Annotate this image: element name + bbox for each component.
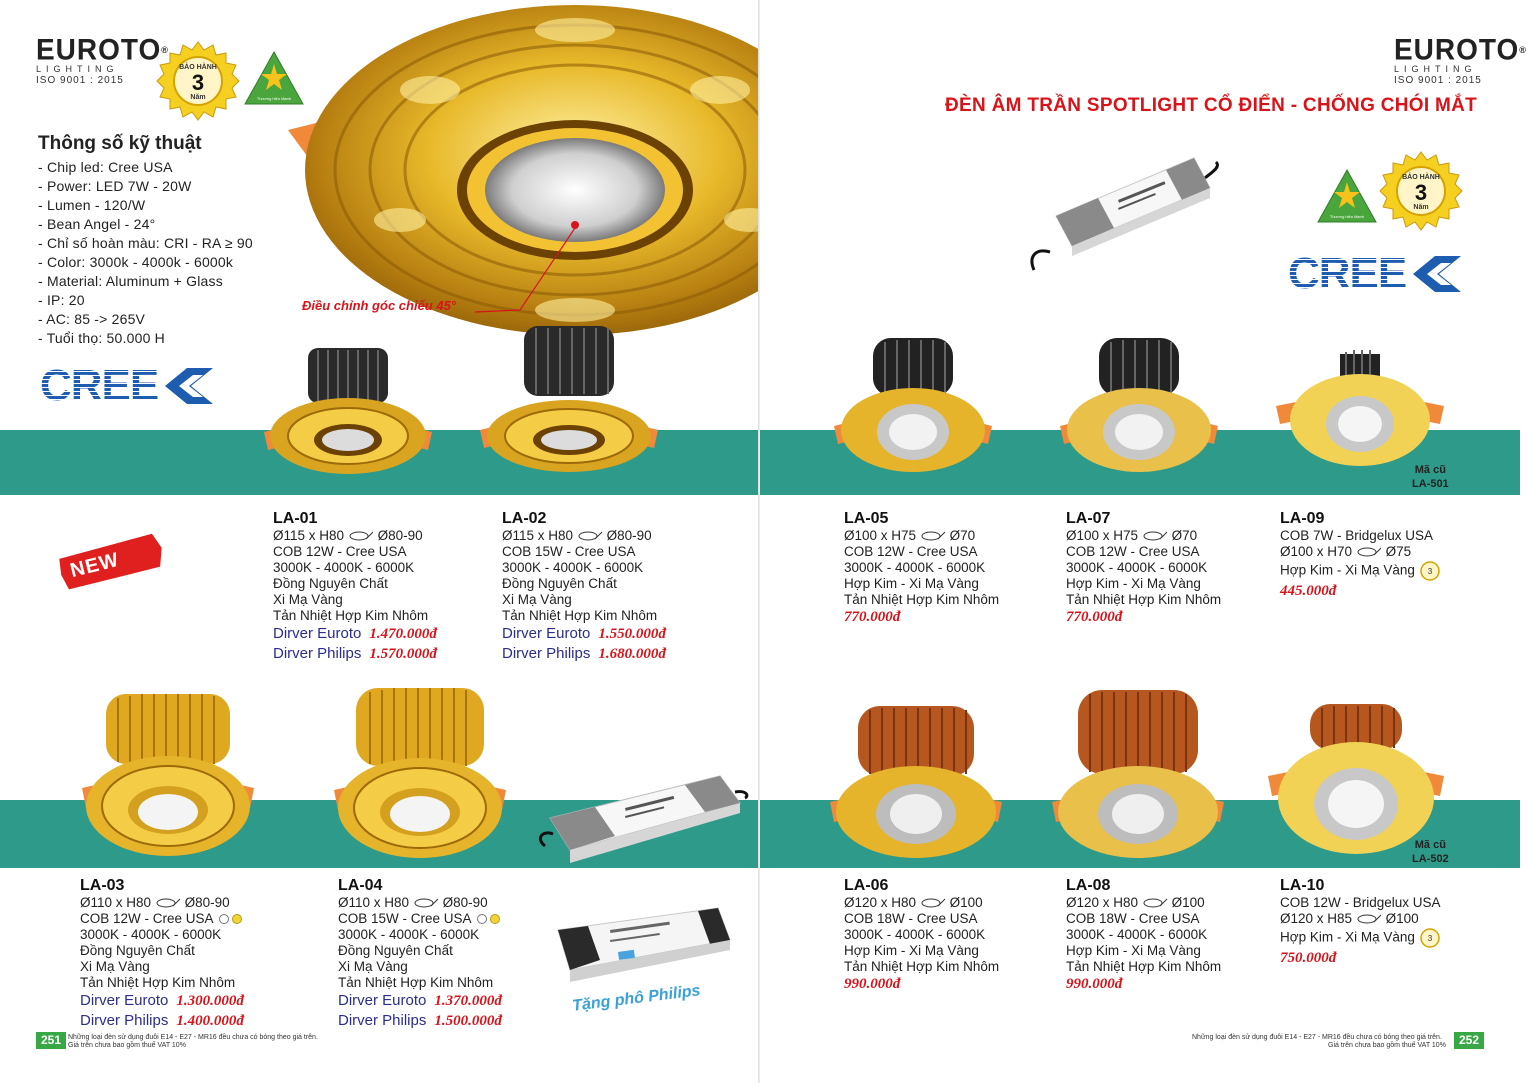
- product-la09: [1280, 510, 1441, 600]
- product-line: Hợp Kim - Xi Mạ Vàng: [1066, 943, 1201, 958]
- old-code: LA-502: [1412, 853, 1449, 865]
- cutout-icon: [1356, 546, 1382, 558]
- cutout-icon: [155, 897, 181, 909]
- page-number: 252: [1454, 1032, 1484, 1049]
- product-line: Xi Mạ Vàng: [502, 592, 572, 607]
- price: 1.400.000đ: [176, 1013, 244, 1029]
- product-line: COB 12W - Bridgelux USA: [1280, 895, 1441, 910]
- product-la01: [273, 510, 437, 664]
- product-la02: [502, 510, 666, 664]
- warranty-number: 3: [1414, 180, 1428, 205]
- catalog-page-right: [760, 0, 1527, 1083]
- product-line: Đồng Nguyên Chất: [502, 576, 617, 591]
- product-cutout: Ø70: [1171, 528, 1198, 543]
- product-size: Ø115 x H80: [273, 528, 345, 543]
- spec-item: - AC: 85 -> 265V: [38, 311, 146, 327]
- new-tag: [54, 527, 172, 599]
- product-line: Đồng Nguyên Chất: [338, 943, 453, 958]
- cutout-icon: [1356, 913, 1382, 925]
- cutout-icon: [920, 530, 946, 542]
- gift-philips-label: Tặng phô Philips: [571, 982, 702, 1015]
- footnote: Giá trên chưa bao gồm thuế VAT 10%: [68, 1042, 186, 1049]
- product-line: Hợp Kim - Xi Mạ Vàng: [1280, 929, 1415, 945]
- product-line: Xi Mạ Vàng: [273, 592, 343, 607]
- product-la04: [338, 877, 503, 1031]
- product-code: LA-08: [1066, 877, 1111, 894]
- product-line: Hợp Kim - Xi Mạ Vàng: [1280, 562, 1415, 578]
- product-la07: [1066, 510, 1221, 626]
- logo-iso: ISO 9001 : 2015: [36, 75, 124, 86]
- lamp-la05-image: [830, 334, 996, 474]
- lamp-la09-image: [1272, 350, 1448, 470]
- lamp-la06-image: [826, 702, 1006, 860]
- page-number: 251: [36, 1032, 66, 1049]
- price: 1.470.000đ: [369, 626, 437, 642]
- warranty-badge: [157, 40, 239, 122]
- warranty-line2: Năm: [1413, 204, 1429, 211]
- product-line: Tản Nhiệt Hợp Kim Nhôm: [80, 975, 236, 990]
- product-line: Tản Nhiệt Hợp Kim Nhôm: [1066, 959, 1222, 974]
- product-line: 3000K - 4000K - 6000K: [1066, 560, 1208, 575]
- cree-logo: [1288, 249, 1463, 298]
- product-cutout: Ø100: [1171, 895, 1205, 910]
- price: 1.680.000đ: [598, 646, 666, 662]
- product-line: COB 15W - Cree USA: [338, 911, 471, 926]
- old-code-note: [1412, 463, 1449, 491]
- price: 990.000đ: [844, 976, 901, 992]
- product-size: Ø100 x H70: [1280, 544, 1353, 559]
- driver-label: Dirver Euroto: [273, 625, 362, 642]
- product-line: COB 18W - Cree USA: [844, 911, 978, 926]
- warranty-number: 3: [191, 70, 205, 95]
- price: 770.000đ: [1066, 609, 1123, 625]
- lamp-la04-image: [330, 682, 510, 860]
- product-line: 3000K - 4000K - 6000K: [844, 927, 986, 942]
- product-line: COB 12W - Cree USA: [844, 544, 978, 559]
- cree-chevron-icon: [1411, 254, 1463, 294]
- product-line: Tản Nhiệt Hợp Kim Nhôm: [844, 959, 1000, 974]
- product-line: Hợp Kim - Xi Mạ Vàng: [844, 943, 979, 958]
- star-caption: Thương hiệu Mạnh: [1329, 214, 1365, 219]
- spec-item: - Chỉ số hoàn màu: CRI - RA ≥ 90: [38, 235, 253, 251]
- cree-word: CREE: [40, 361, 159, 410]
- lamp-la02-image: [474, 324, 664, 474]
- product-size: Ø100 x H75: [1066, 528, 1139, 543]
- logo-sub: LIGHTING: [36, 64, 119, 74]
- product-code: LA-10: [1280, 877, 1325, 894]
- product-line: 3000K - 4000K - 6000K: [338, 927, 480, 942]
- product-line: Đồng Nguyên Chất: [273, 576, 388, 591]
- product-code: LA-03: [80, 877, 125, 894]
- product-line: Tản Nhiệt Hợp Kim Nhôm: [1066, 592, 1222, 607]
- spec-item: - IP: 20: [38, 292, 85, 308]
- lamp-la07-image: [1056, 334, 1222, 474]
- product-line: Xi Mạ Vàng: [80, 959, 150, 974]
- product-cutout: Ø80-90: [377, 528, 423, 543]
- lamp-la08-image: [1048, 686, 1228, 862]
- warranty-line1: BẢO HÀNH: [1402, 174, 1440, 181]
- logo-sub: LIGHTING: [1394, 64, 1477, 74]
- footnote: Giá trên chưa bao gồm thuế VAT 10%: [1328, 1042, 1446, 1049]
- product-line: COB 12W - Cree USA: [80, 911, 213, 926]
- product-cutout: Ø75: [1385, 544, 1412, 559]
- product-line: COB 12W - Cree USA: [1066, 544, 1200, 559]
- product-line: Tản Nhiệt Hợp Kim Nhôm: [338, 975, 494, 990]
- product-cutout: Ø80-90: [606, 528, 652, 543]
- product-line: COB 15W - Cree USA: [502, 544, 636, 559]
- product-code: LA-04: [338, 877, 383, 894]
- product-cutout: Ø100: [949, 895, 983, 910]
- three-color-icon: [1419, 927, 1441, 949]
- price: 445.000đ: [1280, 583, 1337, 599]
- spec-item: - Tuổi thọ: 50.000 H: [38, 330, 165, 346]
- product-line: Hợp Kim - Xi Mạ Vàng: [1066, 576, 1201, 591]
- product-la03: [80, 877, 245, 1031]
- svg-text:3: 3: [1427, 934, 1432, 943]
- price: 1.570.000đ: [369, 646, 437, 662]
- product-line: Tản Nhiệt Hợp Kim Nhôm: [844, 592, 1000, 607]
- product-line: Xi Mạ Vàng: [338, 959, 408, 974]
- price: 1.370.000đ: [434, 993, 502, 1009]
- price: 1.550.000đ: [598, 626, 666, 642]
- product-code: LA-01: [273, 510, 318, 527]
- driver-euroto-image: [535, 768, 755, 878]
- product-la08: [1066, 877, 1221, 993]
- price: 1.500.000đ: [434, 1013, 502, 1029]
- driver-label: Dirver Euroto: [502, 625, 591, 642]
- product-size: Ø110 x H80: [338, 895, 410, 910]
- product-la06: [844, 877, 999, 993]
- logo-brand: EUROTO: [1394, 33, 1520, 66]
- footnote: Những loại đèn sử dụng đuôi E14 - E27 - MR16 đều chưa có bóng theo giá trên.: [68, 1034, 318, 1041]
- product-cutout: Ø70: [949, 528, 976, 543]
- product-line: 3000K - 4000K - 6000K: [502, 560, 644, 575]
- product-line: Tản Nhiệt Hợp Kim Nhôm: [273, 608, 429, 623]
- cutout-icon: [1142, 897, 1168, 909]
- product-cutout: Ø100: [1385, 911, 1419, 926]
- product-size: Ø115 x H80: [502, 528, 574, 543]
- cree-logo: [40, 361, 215, 410]
- old-code: LA-501: [1412, 478, 1449, 490]
- spec-item: - Lumen - 120/W: [38, 197, 146, 213]
- cutout-icon: [920, 897, 946, 909]
- annotation-pointer: [470, 220, 590, 320]
- cutout-icon: [577, 530, 603, 542]
- old-code-label: Mã cũ: [1414, 839, 1446, 851]
- color-options-icon: [217, 913, 245, 925]
- product-line: Hợp Kim - Xi Mạ Vàng: [844, 576, 979, 591]
- product-code: LA-09: [1280, 510, 1325, 527]
- lamp-la10-image: [1264, 700, 1448, 860]
- euroto-logo: EUROTO® LIGHTING ISO 9001 : 2015: [1394, 33, 1527, 86]
- driver-label: Dirver Euroto: [338, 992, 427, 1009]
- spec-item: - Material: Aluminum + Glass: [38, 273, 223, 289]
- cree-chevron-icon: [163, 366, 215, 406]
- product-line: 3000K - 4000K - 6000K: [1066, 927, 1208, 942]
- specs-list: [38, 158, 253, 348]
- product-cutout: Ø80-90: [184, 895, 230, 910]
- driver-label: Dirver Philips: [338, 1012, 427, 1029]
- product-code: LA-05: [844, 510, 889, 527]
- driver-label: Dirver Philips: [80, 1012, 169, 1029]
- product-size: Ø120 x H80: [1066, 895, 1139, 910]
- price: 770.000đ: [844, 609, 901, 625]
- product-line: COB 18W - Cree USA: [1066, 911, 1200, 926]
- driver-label: Dirver Philips: [502, 645, 591, 662]
- page-headline: ĐÈN ÂM TRẦN SPOTLIGHT CỔ ĐIỂN - CHỐNG CHÓI MẮT: [945, 95, 1478, 116]
- price: 1.300.000đ: [176, 993, 244, 1009]
- product-size: Ø110 x H80: [80, 895, 152, 910]
- product-code: LA-06: [844, 877, 889, 894]
- driver-image: [1026, 148, 1222, 280]
- star-badge: [1316, 168, 1378, 226]
- logo-iso: ISO 9001 : 2015: [1394, 75, 1482, 86]
- driver-label: Dirver Philips: [273, 645, 362, 662]
- product-size: Ø120 x H80: [844, 895, 917, 910]
- product-code: LA-02: [502, 510, 547, 527]
- warranty-line2: Năm: [190, 94, 206, 101]
- angle-annotation: Điều chỉnh góc chiếu 45°: [302, 298, 457, 313]
- product-size: Ø120 x H85: [1280, 911, 1353, 926]
- product-line: COB 7W - Bridgelux USA: [1280, 528, 1434, 543]
- spec-item: - Bean Angel - 24°: [38, 216, 156, 232]
- product-line: 3000K - 4000K - 6000K: [844, 560, 986, 575]
- product-size: Ø100 x H75: [844, 528, 917, 543]
- product-line: COB 12W - Cree USA: [273, 544, 407, 559]
- catalog-page-left: [0, 0, 760, 1083]
- star-caption: Thương hiệu Mạnh: [256, 96, 292, 101]
- logo-brand: EUROTO: [36, 33, 162, 66]
- price: 750.000đ: [1280, 950, 1337, 966]
- lamp-la01-image: [258, 346, 438, 476]
- footnote: Những loại đèn sử dụng đuôi E14 - E27 - MR16 đều chưa có bóng theo giá trên.: [1192, 1034, 1442, 1041]
- specs-title: Thông số kỹ thuật: [38, 133, 202, 154]
- warranty-badge: [1380, 150, 1462, 232]
- spec-item: - Power: LED 7W - 20W: [38, 178, 192, 194]
- cutout-icon: [413, 897, 439, 909]
- product-la10: [1280, 877, 1441, 967]
- price: 990.000đ: [1066, 976, 1123, 992]
- product-line: 3000K - 4000K - 6000K: [273, 560, 415, 575]
- new-tag-label: NEW: [68, 548, 122, 583]
- three-color-icon: [1419, 560, 1441, 582]
- old-code-note: [1412, 838, 1449, 866]
- product-line: 3000K - 4000K - 6000K: [80, 927, 222, 942]
- lamp-la03-image: [78, 688, 258, 860]
- product-code: LA-07: [1066, 510, 1111, 527]
- cutout-icon: [348, 530, 374, 542]
- cree-word: CREE: [1288, 249, 1407, 298]
- driver-philips-image: [548, 900, 738, 990]
- product-la05: [844, 510, 999, 626]
- spec-item: - Color: 3000k - 4000k - 6000k: [38, 254, 234, 270]
- old-code-label: Mã cũ: [1414, 464, 1446, 476]
- cutout-icon: [1142, 530, 1168, 542]
- product-line: Tản Nhiệt Hợp Kim Nhôm: [502, 608, 658, 623]
- spec-item: - Chip led: Cree USA: [38, 159, 173, 175]
- color-options-icon: [475, 913, 503, 925]
- driver-label: Dirver Euroto: [80, 992, 169, 1009]
- euroto-logo: EUROTO® LIGHTING ISO 9001 : 2015: [36, 33, 169, 86]
- product-line: Đồng Nguyên Chất: [80, 943, 195, 958]
- svg-text:3: 3: [1427, 567, 1432, 576]
- product-cutout: Ø80-90: [442, 895, 488, 910]
- warranty-line1: BẢO HÀNH: [179, 64, 217, 71]
